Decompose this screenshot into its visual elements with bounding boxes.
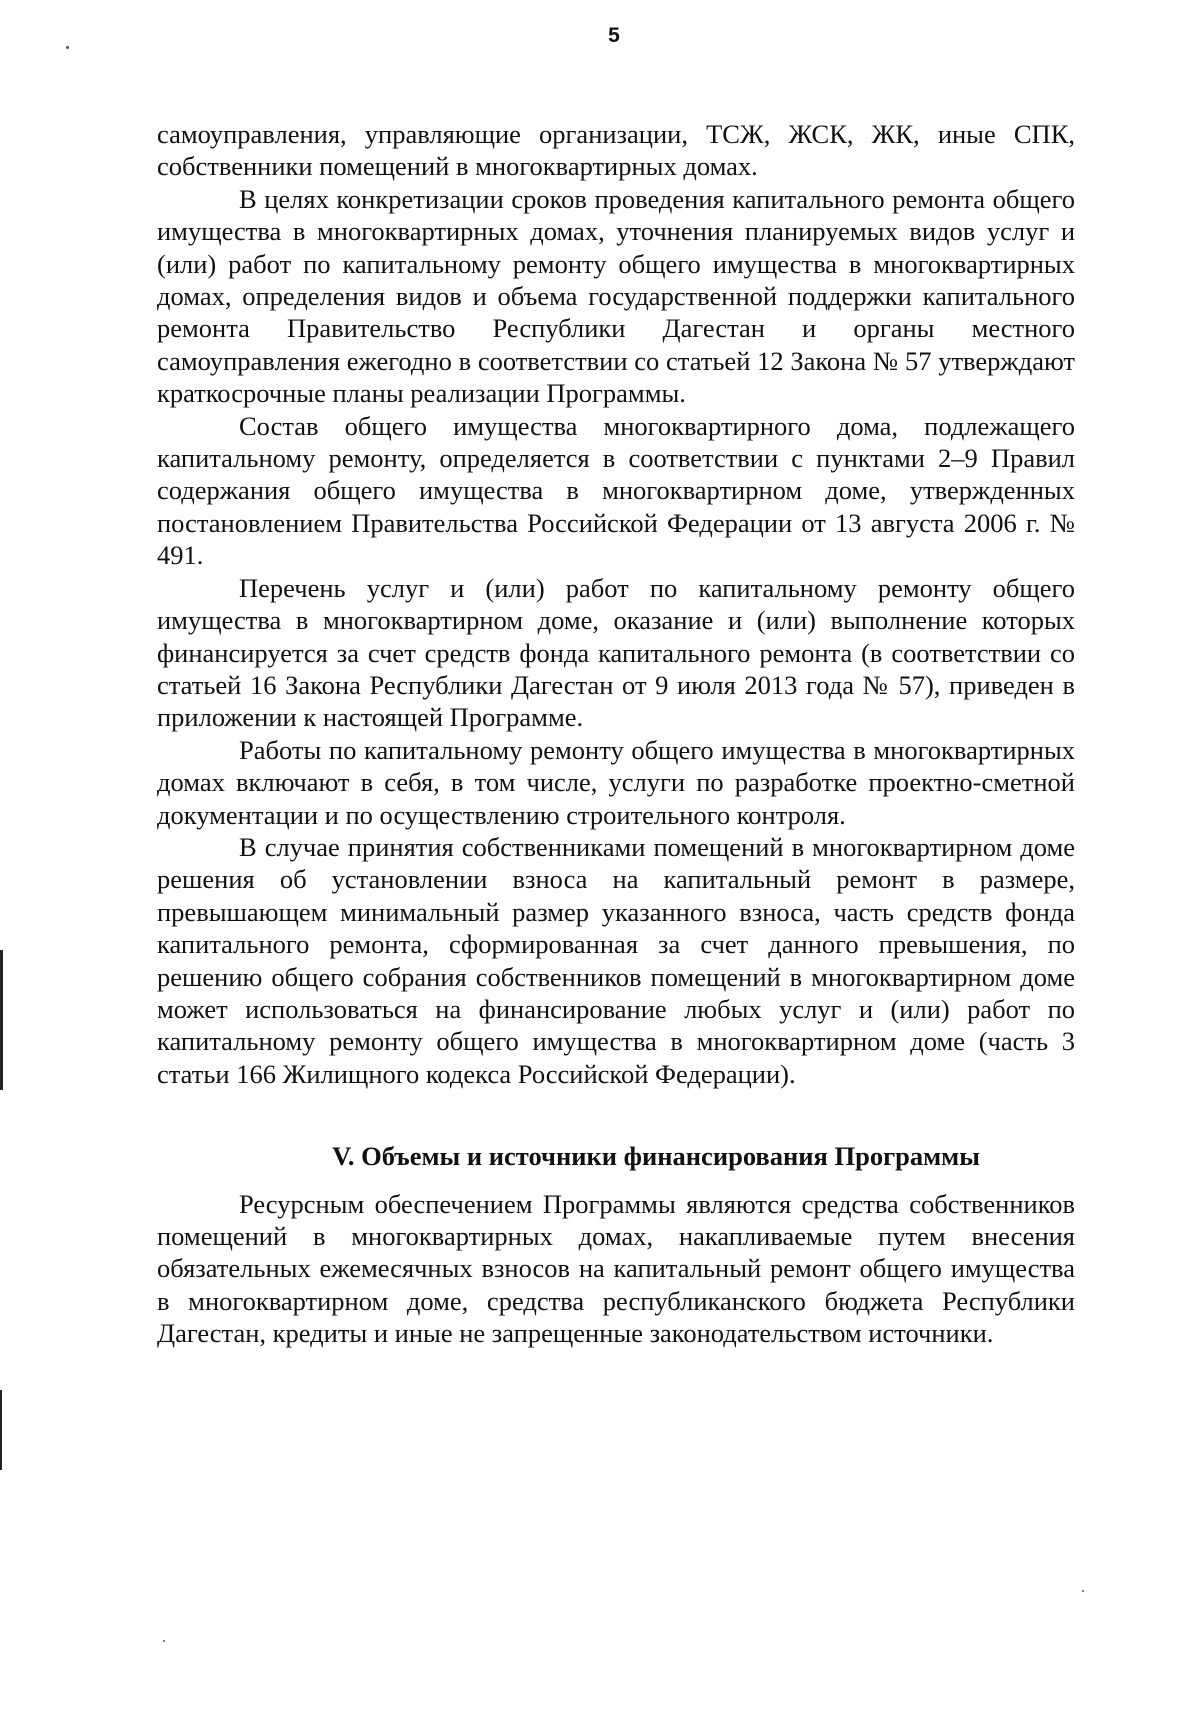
scan-edge-mark: [0, 1390, 2, 1470]
scan-speck: [1082, 1590, 1084, 1592]
paragraph-works-list: Перечень услуг и (или) работ по капитальному ремонту общего имущества в многоквартирном доме, оказание и (или) выполнение которых финансируется за счет средств фонда капитального ремонта (в соответствии со статьей 16 Закона Республики Дагестан от 9 июля 2013 года № 57), приведен в приложении к настоящей Программе.: [157, 572, 1075, 733]
paragraph-continuation: самоуправления, управляющие организации, ТСЖ, ЖСК, ЖК, иные СПК, собственники помещений в многоквартирных домах.: [157, 119, 1075, 182]
paragraph-excess-contribution: В случае принятия собственниками помещений в многоквартирном доме решения об установлении взноса на капитальный ремонт в размере, превышающем минимальный размер указанного взноса, часть средств фонда капитального ремонта, сформированная за счет данного превышения, по решению общего собрания собственников помещений в многоквартирном доме может использоваться на финансирование любых услуг и (или) работ по капитальному ремонту общего имущества в многоквартирном доме (часть 3 статьи 166 Жилищного кодекса Российской Федерации).: [157, 831, 1075, 1089]
paragraph-funding-sources: Ресурсным обеспечением Программы являются средства собственников помещений в многоквартирных домах, накапливаемые путем внесения обязательных ежемесячных взносов на капитальный ремонт общего имущества в многоквартирном доме, средства республиканского бюджета Республики Дагестан, кредиты и иные не запрещенные законодательством источники.: [157, 1188, 1075, 1349]
document-body: [157, 118, 1075, 1350]
scan-edge-mark: [0, 950, 3, 1090]
page-number: 5: [608, 24, 620, 47]
section-heading: V. Объемы и источники финансирования Программы: [332, 1141, 980, 1172]
paragraph-works-include: Работы по капитальному ремонту общего имущества в многоквартирных домах включают в себя, в том числе, услуги по разработке проектно-сметной документации и по осуществлению строительного контроля.: [157, 734, 1075, 830]
scan-speck: [163, 1640, 165, 1642]
paragraph-short-term-plans: В целях конкретизации сроков проведения капитального ремонта общего имущества в многоквартирных домах, уточнения планируемых видов услуг и (или) работ по капитальному ремонту общего имущества в многоквартирных домах, определения видов и объема государственной поддержки капитального ремонта Правительство Республики Дагестан и органы местного самоуправления ежегодно в соответствии со статьей 12 Закона № 57 утверждают краткосрочные планы реализации Программы.: [157, 183, 1075, 409]
paragraph-common-property: Состав общего имущества многоквартирного дома, подлежащего капитальному ремонту, определяется в соответствии с пунктами 2–9 Правил содержания общего имущества в многоквартирном доме, утвержденных постановлением Правительства Российской Федерации от 13 августа 2006 г. № 491.: [157, 410, 1075, 571]
